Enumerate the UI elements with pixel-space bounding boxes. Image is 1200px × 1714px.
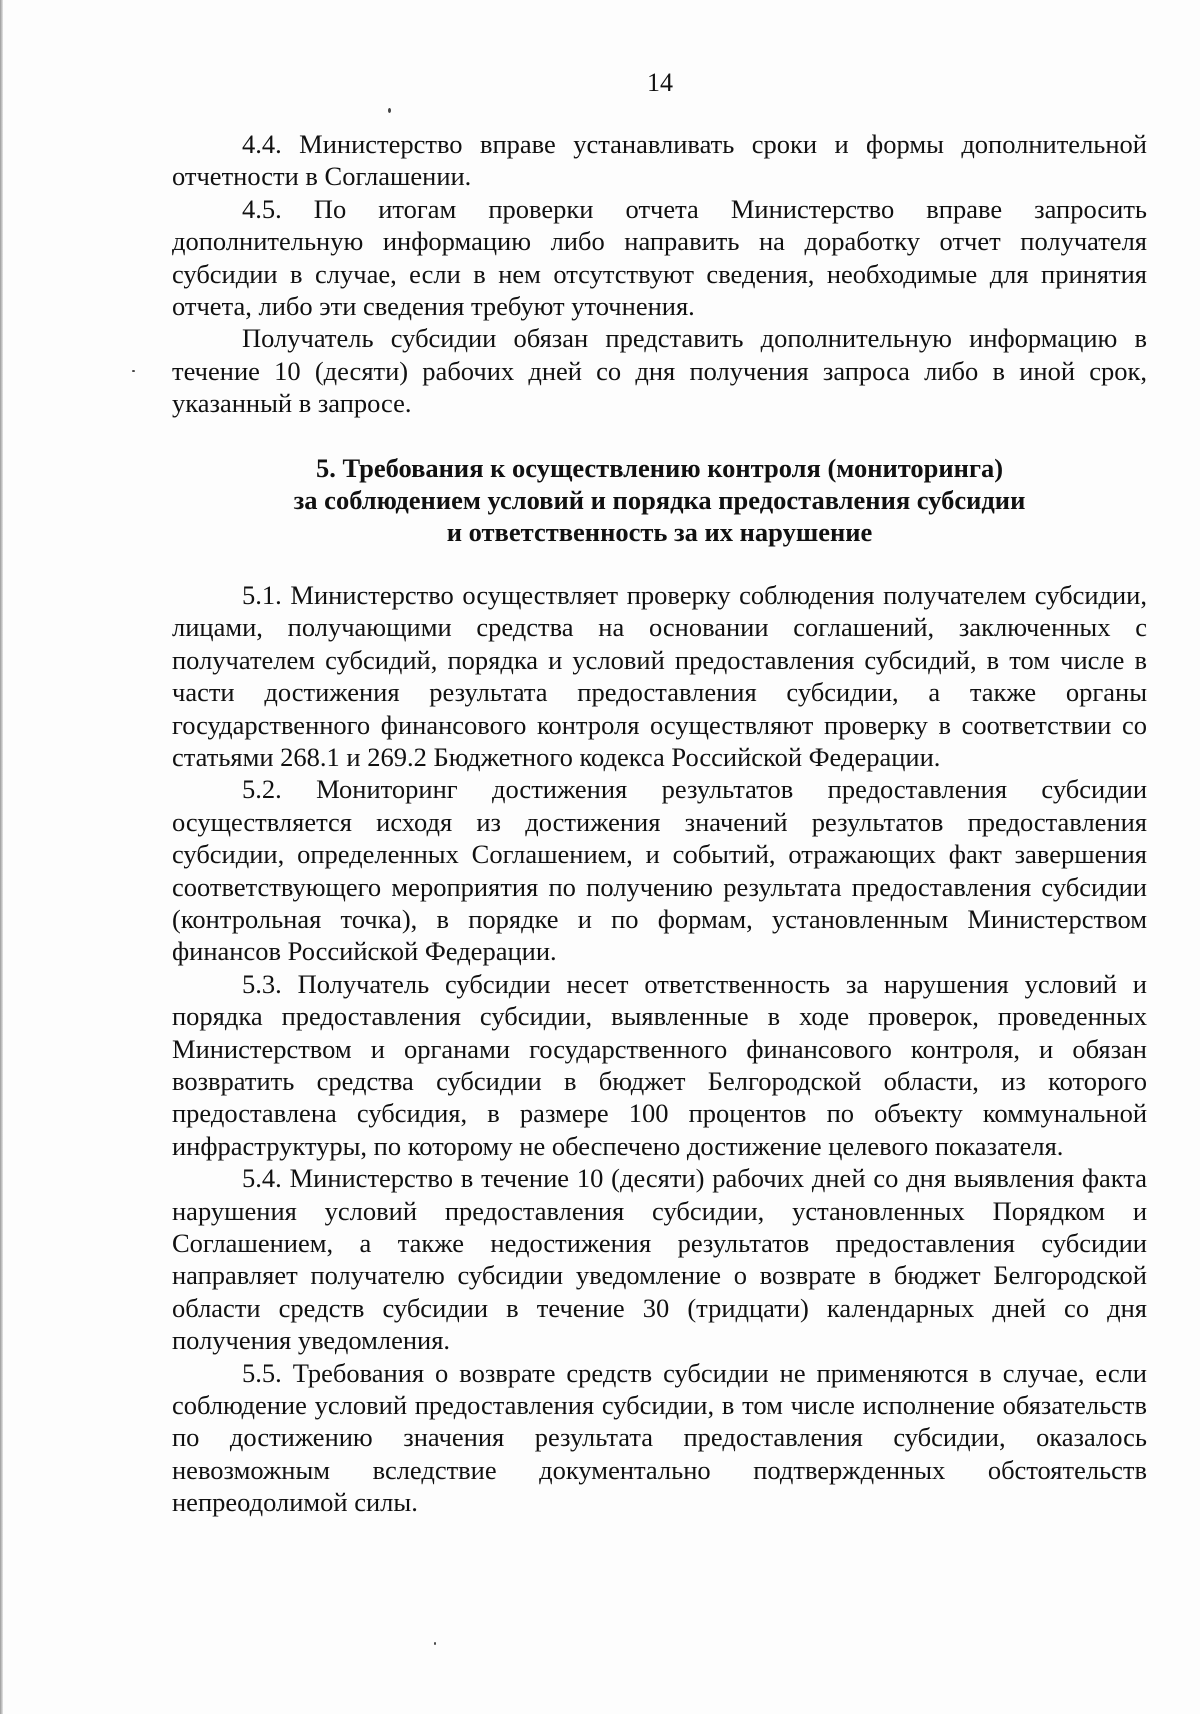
page-number: 14: [647, 68, 673, 97]
paragraph-5-2: 5.2. Мониторинг достижения результатов предоставления субсидии осуществляется исходя из достижения значений результатов предоставления субсидии, определенных Соглашением, и событий, отражающих факт завершения соответствующего мероприятия по получению результата предоставления субсидии (контрольная точка), в порядке и по формам, установленным Министерством финансов Российской Федерации.: [172, 774, 1147, 967]
paragraph-4-4: 4.4. Министерство вправе устанавливать сроки и формы дополнительной отчетности в Соглашении.: [172, 129, 1147, 192]
section-5-heading-line-3: и ответственность за их нарушение: [446, 517, 873, 548]
paragraph-5-5: 5.5. Требования о возврате средств субсидии не применяются в случае, если соблюдение условий предоставления субсидии, в том числе исполнение обязательств по достижению значения результата предоставления субсидии, оказалось невозможным вследствие документально подтвержденных обстоятельств непреодолимой силы.: [172, 1357, 1147, 1518]
section-5-heading: [172, 452, 1147, 549]
scan-speck: [132, 370, 135, 372]
document-body: [172, 128, 1147, 1519]
scan-speck: [434, 1642, 436, 1645]
paragraph-4-5: 4.5. По итогам проверки отчета Министерство вправе запросить дополнительную информацию либо направить на доработку отчет получателя субсидии в случае, если в нем отсутствуют сведения, необходимые для принятия отчета, либо эти сведения требуют уточнения.: [172, 193, 1147, 322]
scan-edge: [0, 0, 3, 1714]
scan-speck: [388, 108, 391, 113]
paragraph-recipient-obligation: Получатель субсидии обязан представить дополнительную информацию в течение 10 (десяти) рабочих дней со дня получения запроса либо в иной срок, указанный в запросе.: [172, 323, 1147, 419]
paragraph-5-1: 5.1. Министерство осуществляет проверку соблюдения получателем субсидии, лицами, получающими средства на основании соглашений, заключенных с получателем субсидий, порядка и условий предоставления субсидий, в том числе в части достижения результата предоставления субсидии, а также органы государственного финансового контроля осуществляют проверку в соответствии со статьями 268.1 и 269.2 Бюджетного кодекса Российской Федерации.: [172, 579, 1147, 772]
section-5-heading-line-2: за соблюдением условий и порядка предоставления субсидии: [293, 485, 1026, 516]
paragraph-5-4: 5.4. Министерство в течение 10 (десяти) рабочих дней со дня выявления факта нарушения условий предоставления субсидии, установленных Порядком и Соглашением, а также недостижения результатов предоставления субсидии направляет получателю субсидии уведомление о возврате в бюджет Белгородской области средств субсидии в течение 30 (тридцати) календарных дней со дня получения уведомления.: [172, 1163, 1147, 1356]
section-5-heading-line-1: 5. Требования к осуществлению контроля (мониторинга): [315, 452, 1004, 483]
paragraph-5-3: 5.3. Получатель субсидии несет ответственность за нарушения условий и порядка предоставления субсидии, выявленные в ходе проверок, проведенных Министерством и органами государственного финансового контроля, и обязан возвратить средства субсидии в бюджет Белгородской области, из которого предоставлена субсидия, в размере 100 процентов по объекту коммунальной инфраструктуры, по которому не обеспечено достижение целевого показателя.: [172, 968, 1147, 1161]
